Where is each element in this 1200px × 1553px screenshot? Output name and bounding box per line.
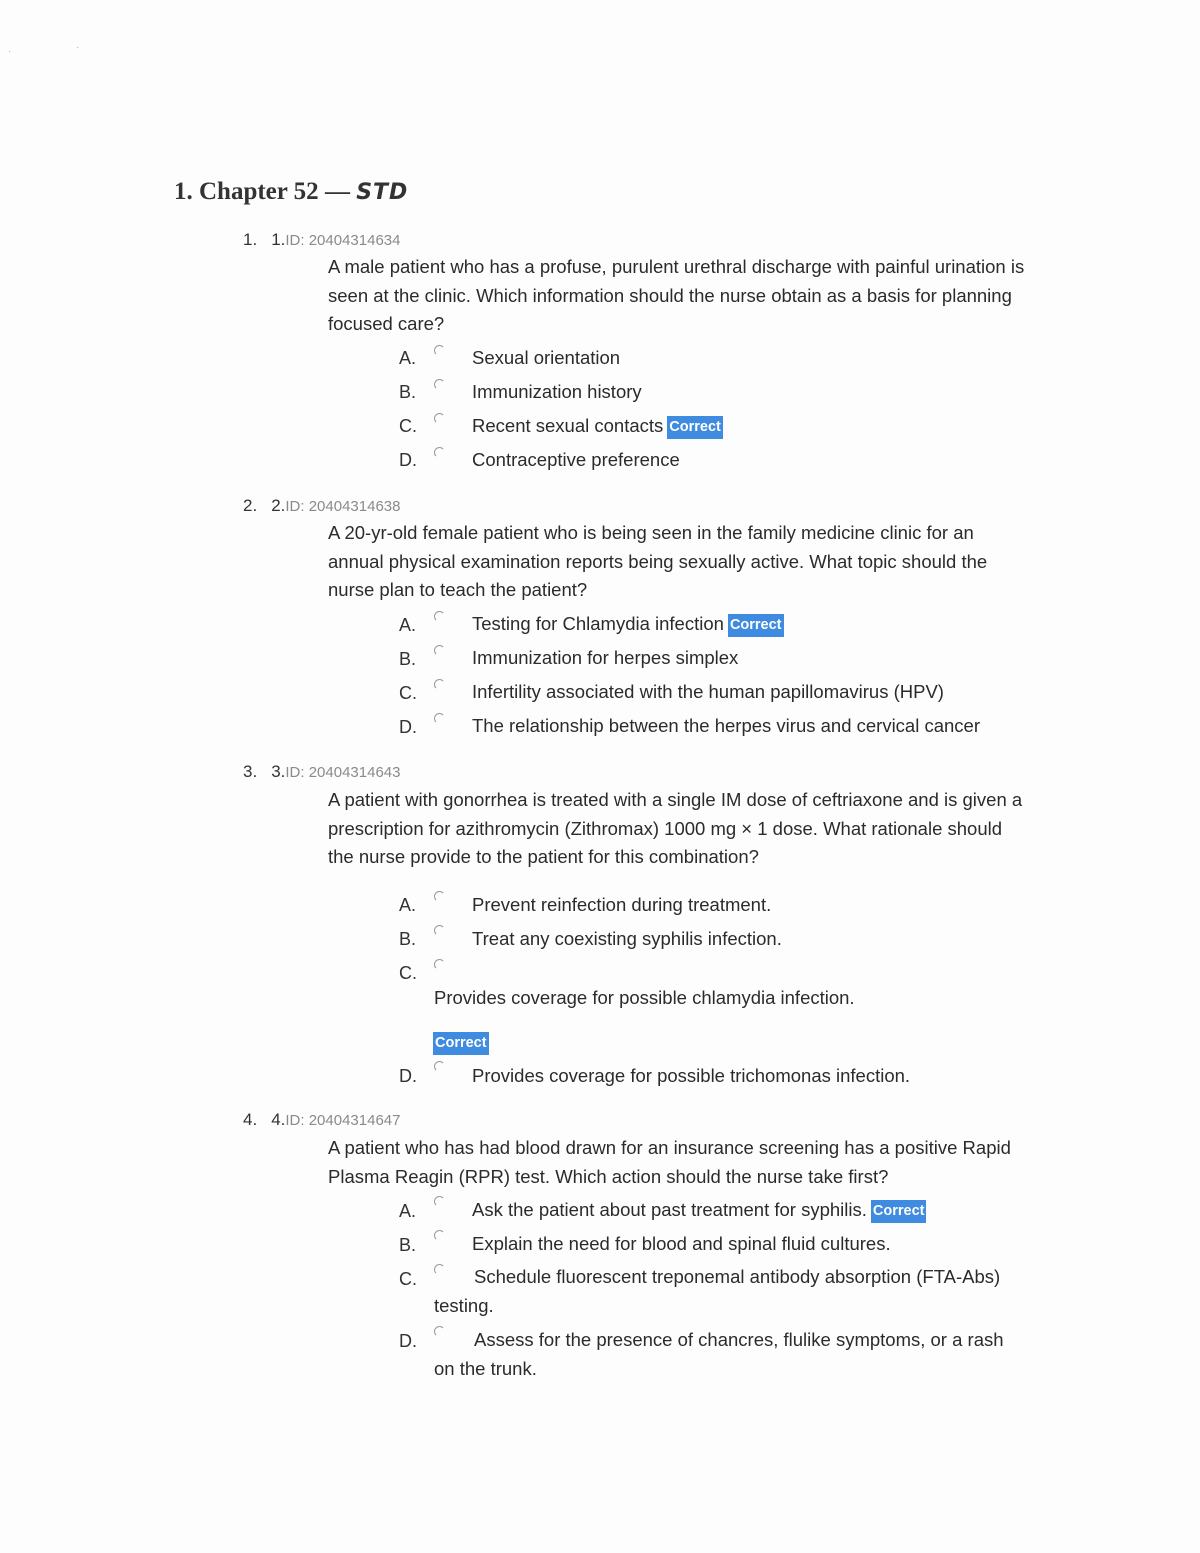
radio-button[interactable] <box>434 925 445 936</box>
correct-badge: Correct <box>871 1200 927 1223</box>
radio-button[interactable] <box>434 959 445 970</box>
option-text: Contraceptive preference <box>472 449 680 470</box>
question-text: A 20-yr-old female patient who is being seen in the family medicine clinic for an annual physical examination reports being sexually active. What topic should the nurse plan to teach the patient? <box>328 522 988 600</box>
radio-button[interactable] <box>434 379 445 390</box>
option-text: Prevent reinfection during treatment. <box>472 894 772 915</box>
question-sub-index: 1. <box>271 230 286 249</box>
question-index: 2. <box>243 496 258 515</box>
chapter-heading <box>174 178 408 206</box>
option-letter: A. <box>399 615 417 635</box>
question-number <box>243 496 400 516</box>
option-text: Schedule fluorescent treponemal antibody absorption (FTA-Abs) testing. <box>434 1266 1001 1316</box>
question-number <box>243 762 400 782</box>
option-text: Treat any coexisting syphilis infection. <box>472 928 782 949</box>
option-text: Assess for the presence of chancres, flulike symptoms, or a rash on the trunk. <box>434 1329 1004 1379</box>
radio-button[interactable] <box>434 345 445 356</box>
option-letter: B. <box>399 1235 417 1255</box>
question-index: 1. <box>243 230 258 249</box>
option-letter: D. <box>399 717 417 737</box>
option-letter: C. <box>399 1269 417 1289</box>
radio-button[interactable] <box>434 679 445 690</box>
question-text: A male patient who has a profuse, purulent urethral discharge with painful urination is seen at the clinic. Which information should the nurse obtain as a basis for planning focused care? <box>328 256 1025 334</box>
radio-button[interactable] <box>434 891 445 902</box>
option-text: Provides coverage for possible trichomonas infection. <box>472 1065 911 1086</box>
option-text: Sexual orientation <box>472 347 621 368</box>
question-text: A patient who has had blood drawn for an insurance screening has a positive Rapid Plasma Reagin (RPR) test. Which action should the nurse take first? <box>328 1137 1011 1187</box>
option-letter: A. <box>399 895 417 915</box>
correct-badge: Correct <box>433 1032 489 1055</box>
option-text <box>472 415 723 439</box>
option-text: Immunization for herpes simplex <box>472 647 739 668</box>
option-letter: B. <box>399 382 417 402</box>
question-sub-index: 3. <box>271 762 286 781</box>
radio-button[interactable] <box>434 645 445 656</box>
heading-dash: — <box>324 178 350 205</box>
question-sub-index: 4. <box>271 1110 286 1129</box>
radio-button[interactable] <box>434 1196 445 1207</box>
option-label: Ask the patient about past treatment for syphilis. <box>472 1199 867 1220</box>
option-text <box>472 613 784 637</box>
radio-button[interactable] <box>434 1061 445 1072</box>
option-text: Provides coverage for possible chlamydia infection. <box>434 987 855 1008</box>
question-id: ID: 20404314643 <box>285 764 401 781</box>
question-index: 4. <box>243 1110 258 1129</box>
question-id: ID: 20404314634 <box>285 232 401 249</box>
scan-speck: · <box>8 46 12 57</box>
option-letter: B. <box>399 929 417 949</box>
option-letter: B. <box>399 649 417 669</box>
option-letter: D. <box>399 1331 417 1351</box>
option-text: Immunization history <box>472 381 642 402</box>
correct-badge: Correct <box>667 416 723 439</box>
scan-speck: · <box>76 42 80 53</box>
radio-button[interactable] <box>434 413 445 424</box>
radio-button[interactable] <box>434 1230 445 1241</box>
heading-number: 1. <box>174 178 193 205</box>
question-sub-index: 2. <box>271 496 286 515</box>
option-text: Explain the need for blood and spinal fluid cultures. <box>472 1233 891 1254</box>
heading-handwritten-note: STD <box>356 180 409 205</box>
option-letter: A. <box>399 348 417 368</box>
radio-button[interactable] <box>434 713 445 724</box>
heading-title: Chapter 52 <box>199 178 319 205</box>
option-label: Testing for Chlamydia infection <box>472 613 724 634</box>
question-id: ID: 20404314638 <box>285 498 401 515</box>
question-number <box>243 1110 400 1130</box>
radio-button[interactable] <box>434 447 445 458</box>
radio-button[interactable] <box>434 611 445 622</box>
option-text: Infertility associated with the human papillomavirus (HPV) <box>472 681 944 702</box>
question-index: 3. <box>243 762 258 781</box>
option-letter: A. <box>399 1201 417 1221</box>
option-letter: D. <box>399 1066 417 1086</box>
question-text: A patient with gonorrhea is treated with a single IM dose of ceftriaxone and is given a prescription for azithromycin (Zithromax) 1000 mg × 1 dose. What rationale should the nurse provide to the patient for this combination? <box>328 789 1023 867</box>
option-letter: D. <box>399 450 417 470</box>
question-number <box>243 230 400 250</box>
option-text: The relationship between the herpes virus and cervical cancer <box>472 715 981 736</box>
option-letter: C. <box>399 416 417 436</box>
question-id: ID: 20404314647 <box>285 1112 401 1129</box>
option-text <box>472 1199 926 1223</box>
option-letter: C. <box>399 963 417 983</box>
correct-badge: Correct <box>728 614 784 637</box>
option-letter: C. <box>399 683 417 703</box>
option-label: Recent sexual contacts <box>472 415 664 436</box>
